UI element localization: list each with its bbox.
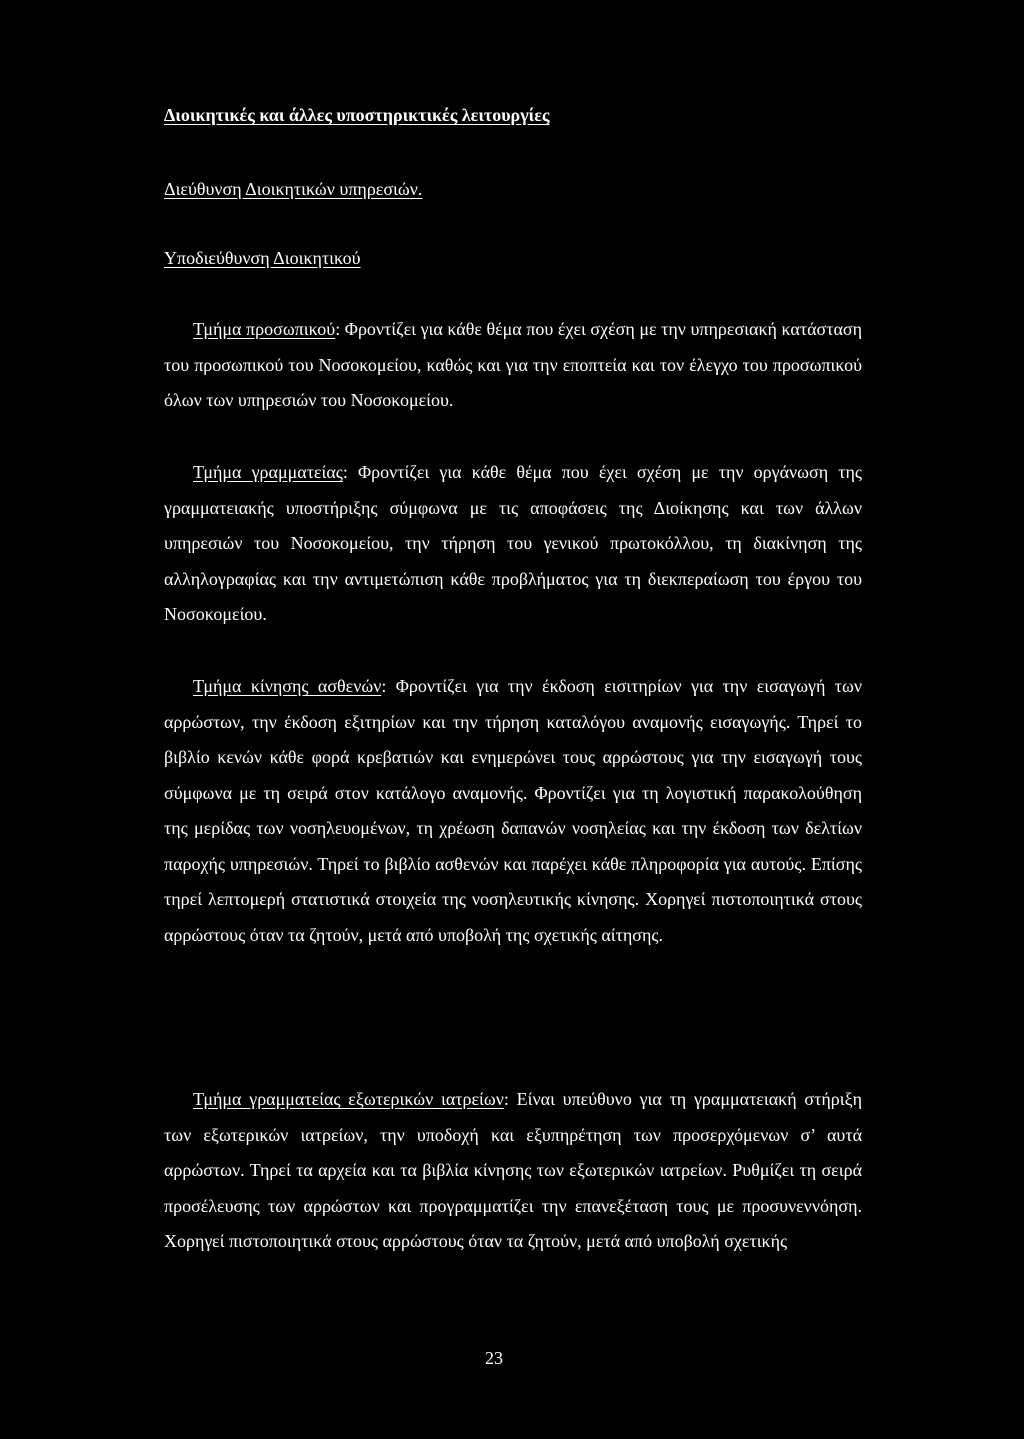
section-title: Τμήμα γραμματείας εξωτερικών ιατρείων [193,1089,504,1109]
section-outpatient-secretariat [164,1082,862,1260]
section-patient-movement [164,669,862,953]
section-secretariat [164,455,862,633]
direction-heading: Διεύθυνση Διοικητικών υπηρεσιών. [164,179,423,199]
document-page [164,0,862,1439]
section-title: Τμήμα γραμματείας [193,462,343,482]
section-text: : Φροντίζει για την έκδοση εισιτηρίων για την εισαγωγή των αρρώστων, την έκδοση εξιτηρίων και την τήρηση καταλόγου αναμονής εισαγωγής. Τηρεί το βιβλίο κενών κάθε φορά κρεβατιών και ενημερώνει τους αρρώστους για την εισαγωγή τους σύμφωνα με τη σειρά στον κατάλογο αναμονής. Φροντίζει για τη λογιστική παρακολούθηση της μερίδας των νοσηλευομένων, τη χρέωση δαπανών νοσηλείας και την έκδοση των δελτίων παροχής υπηρεσιών. Τηρεί το βιβλίο ασθενών και παρέχει κάθε πληροφορία για αυτούς. Επίσης τηρεί λεπτομερή στατιστικά στοιχεία της νοσηλευτικής κίνησης. Χορηγεί πιστοποιητικά στους αρρώστους όταν τα ζητούν, μετά από υποβολή της σχετικής αίτησης. [164,676,862,945]
subdirection-heading: Υποδιεύθυνση Διοικητικού [164,248,361,268]
main-heading: Διοικητικές και άλλες υποστηρικτικές λειτουργίες [164,105,550,125]
section-title: Τμήμα κίνησης ασθενών [193,676,382,696]
section-personnel [164,312,862,419]
section-title: Τμήμα προσωπικού [193,319,336,339]
page-number: 23 [485,1348,503,1368]
section-text: : Φροντίζει για κάθε θέμα που έχει σχέση με την οργάνωση της γραμματειακής υποστήριξης σύμφωνα με τις αποφάσεις της Διοίκησης και των άλλων υπηρεσιών του Νοσοκομείου, την τήρηση του γενικού πρωτοκόλλου, τη διακίνηση της αλληλογραφίας και την αντιμετώπιση κάθε προβλήματος για τη διεκπεραίωση του έργου του Νοσοκομείου. [164,462,862,624]
section-text: : Είναι υπεύθυνο για τη γραμματειακή στήριξη των εξωτερικών ιατρείων, την υποδοχή και εξυπηρέτηση των προσερχόμενων σ’ αυτά αρρώστων. Τηρεί τα αρχεία και τα βιβλία κίνησης των εξωτερικών ιατρείων. Ρυθμίζει τη σειρά προσέλευσης των αρρώστων και προγραμματίζει την επανεξέταση τους με προσυνεννόηση. Χορηγεί πιστοποιητικά στους αρρώστους όταν τα ζητούν, μετά από υποβολή σχετικής [164,1089,863,1251]
section-text: : Φροντίζει για κάθε θέμα που έχει σχέση με την υπηρεσιακή κατάσταση του προσωπικού του Νοσοκομείου, καθώς και για την εποπτεία και τον έλεγχο του προσωπικού όλων των υπηρεσιών του Νοσοκομείου. [164,319,862,410]
